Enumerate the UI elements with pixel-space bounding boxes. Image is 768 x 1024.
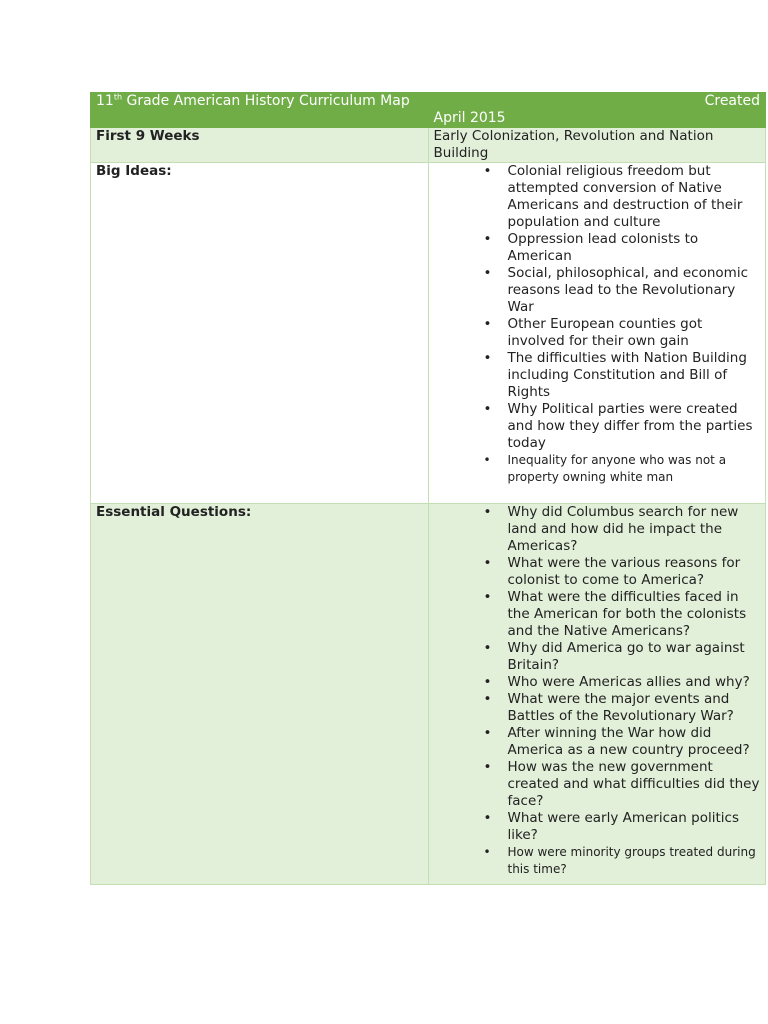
curriculum-map-table <box>90 92 766 885</box>
big-ideas-label: Big Ideas: <box>96 163 172 179</box>
essential-question-item: • How were minority groups treated during this time? <box>508 844 761 878</box>
essential-question-item: • What were the difficulties faced in the American for both the colonists and the Native Americans? <box>508 589 761 640</box>
big-idea-item: • Oppression lead colonists to American <box>508 231 761 265</box>
title-grade-number: 11 <box>96 93 114 109</box>
period-label-cell <box>91 128 429 163</box>
period-topic: Early Colonization, Revolution and Nation Building <box>433 128 714 161</box>
essential-questions-label-cell <box>91 504 429 885</box>
essential-question-item: • Why did America go to war against Britain? <box>508 640 761 674</box>
created-info <box>428 93 766 128</box>
big-ideas-list <box>434 163 761 486</box>
essential-question-item: • What were the various reasons for colonist to come to America? <box>508 555 761 589</box>
period-row <box>91 128 766 163</box>
big-idea-item: • Other European counties got involved for their own gain <box>508 316 761 350</box>
essential-questions-list <box>434 504 761 878</box>
title-text: Grade American History Curriculum Map <box>122 93 410 109</box>
essential-question-item: • Who were Americas allies and why? <box>508 674 761 691</box>
big-ideas-label-cell <box>91 163 429 504</box>
created-date: April 2015 <box>433 110 506 126</box>
big-ideas-row <box>91 163 766 504</box>
big-idea-item: • Social, philosophical, and economic reasons lead to the Revolutionary War <box>508 265 761 316</box>
essential-question-item: • What were early American politics like? <box>508 810 761 844</box>
big-idea-item: • Why Political parties were created and how they differ from the parties today <box>508 401 761 452</box>
document-title <box>91 93 429 128</box>
created-label: Created <box>704 93 760 109</box>
essential-question-item: • Why did Columbus search for new land and how did he impact the Americas? <box>508 504 761 555</box>
essential-question-item: • How was the new government created and what difficulties did they face? <box>508 759 761 810</box>
period-topic-cell <box>428 128 766 163</box>
essential-questions-list-cell <box>428 504 766 885</box>
big-idea-item: • Colonial religious freedom but attempted conversion of Native Americans and destruction of their population and culture <box>508 163 761 231</box>
big-ideas-list-cell <box>428 163 766 504</box>
essential-questions-label: Essential Questions: <box>96 504 252 520</box>
essential-question-item: • What were the major events and Battles of the Revolutionary War? <box>508 691 761 725</box>
title-grade-suffix: th <box>113 92 123 102</box>
big-idea-item: • The difficulties with Nation Building including Constitution and Bill of Rights <box>508 350 761 401</box>
big-idea-item: • Inequality for anyone who was not a property owning white man <box>508 452 761 486</box>
period-label: First 9 Weeks <box>96 128 200 144</box>
essential-question-item: • After winning the War how did America as a new country proceed? <box>508 725 761 759</box>
essential-questions-row <box>91 504 766 885</box>
header-row <box>91 93 766 128</box>
